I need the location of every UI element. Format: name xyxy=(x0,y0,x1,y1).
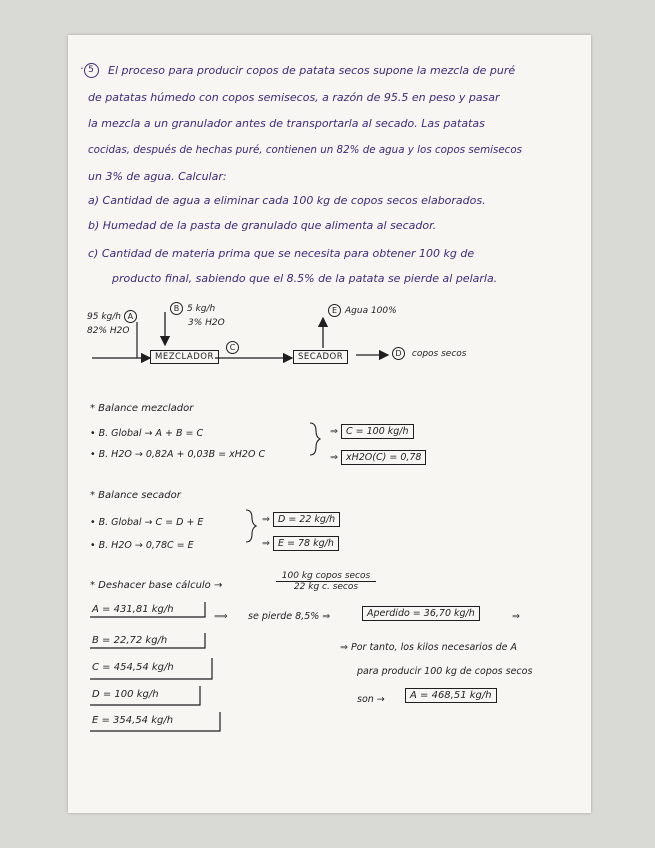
final-result: A = 468,51 kg/h xyxy=(405,688,497,703)
problem-line-2: de patatas húmedo con copos semisecos, a razón de 95.5 en peso y pasar xyxy=(88,91,500,104)
dryer-result-e: ⇒ E = 78 kg/h xyxy=(262,536,339,551)
stream-b-label: B 5 kg/h xyxy=(170,302,215,315)
stream-d-label: D copos secos xyxy=(392,347,466,360)
loss-next-arrow: ⇒ xyxy=(512,611,520,622)
problem-line-1: El proceso para producir copos de patata secos supone la mezcla de puré xyxy=(108,64,516,77)
a-lost-result: Aperdido = 36,70 kg/h xyxy=(362,606,480,621)
mixer-block: MEZCLADOR xyxy=(150,350,219,364)
stream-e-label: E Agua 100% xyxy=(328,304,397,317)
mixer-result-x: ⇒ xH2O(C) = 0,78 xyxy=(330,450,426,465)
base-change-title: * Deshacer base cálculo → xyxy=(90,580,223,591)
dryer-global-eq: • B. Global → C = D + E xyxy=(90,517,204,528)
mixer-water-eq: • B. H2O → 0,82A + 0,03B = xH2O C xyxy=(90,449,266,460)
conclusion-line-1: ⇒ Por tanto, los kilos necesarios de A xyxy=(340,642,517,653)
loss-arrow: ⟹ xyxy=(214,611,228,622)
stream-b-water: 3% H2O xyxy=(188,318,225,328)
result-b: B = 22,72 kg/h xyxy=(92,635,168,646)
question-c-continued: producto final, sabiendo que el 8.5% de la patata se pierde al pelarla. xyxy=(112,272,498,285)
question-a: a) Cantidad de agua a eliminar cada 100 kg de copos secos elaborados. xyxy=(88,194,486,207)
loss-text: se pierde 8,5% ⇒ xyxy=(248,611,331,622)
mixer-result-c: ⇒ C = 100 kg/h xyxy=(330,424,414,439)
problem-line-4: cocidas, después de hechas puré, contienen un 82% de agua y los copos semisecos xyxy=(88,144,523,156)
dryer-block: SECADOR xyxy=(293,350,348,364)
problem-number: · 5 xyxy=(80,62,103,78)
dryer-water-eq: • B. H2O → 0,78C = E xyxy=(90,540,194,551)
mixer-balance-title: * Balance mezclador xyxy=(90,403,194,414)
result-e: E = 354,54 kg/h xyxy=(92,715,174,726)
result-a: A = 431,81 kg/h xyxy=(92,604,174,615)
conclusion-line-2: para producir 100 kg de copos secos xyxy=(357,666,533,677)
stream-a-label: 95 kg/h A xyxy=(87,310,141,323)
stream-c-label: C xyxy=(226,341,243,354)
result-c: C = 454,54 kg/h xyxy=(92,662,174,673)
stream-a-water: 82% H2O xyxy=(87,326,130,336)
conclusion-line-3: son → xyxy=(357,694,385,705)
problem-line-3: la mezcla a un granulador antes de transportarla al secado. Las patatas xyxy=(88,117,485,130)
question-b: b) Humedad de la pasta de granulado que alimenta al secador. xyxy=(88,219,437,232)
base-factor: 100 kg copos secos 22 kg c. secos xyxy=(276,571,376,592)
dryer-balance-title: * Balance secador xyxy=(90,490,181,501)
mixer-global-eq: • B. Global → A + B = C xyxy=(90,428,204,439)
question-c: c) Cantidad de materia prima que se necesita para obtener 100 kg de xyxy=(88,247,475,260)
problem-line-5: un 3% de agua. Calcular: xyxy=(88,170,227,183)
result-d: D = 100 kg/h xyxy=(92,689,159,700)
dryer-result-d: ⇒ D = 22 kg/h xyxy=(262,512,340,527)
